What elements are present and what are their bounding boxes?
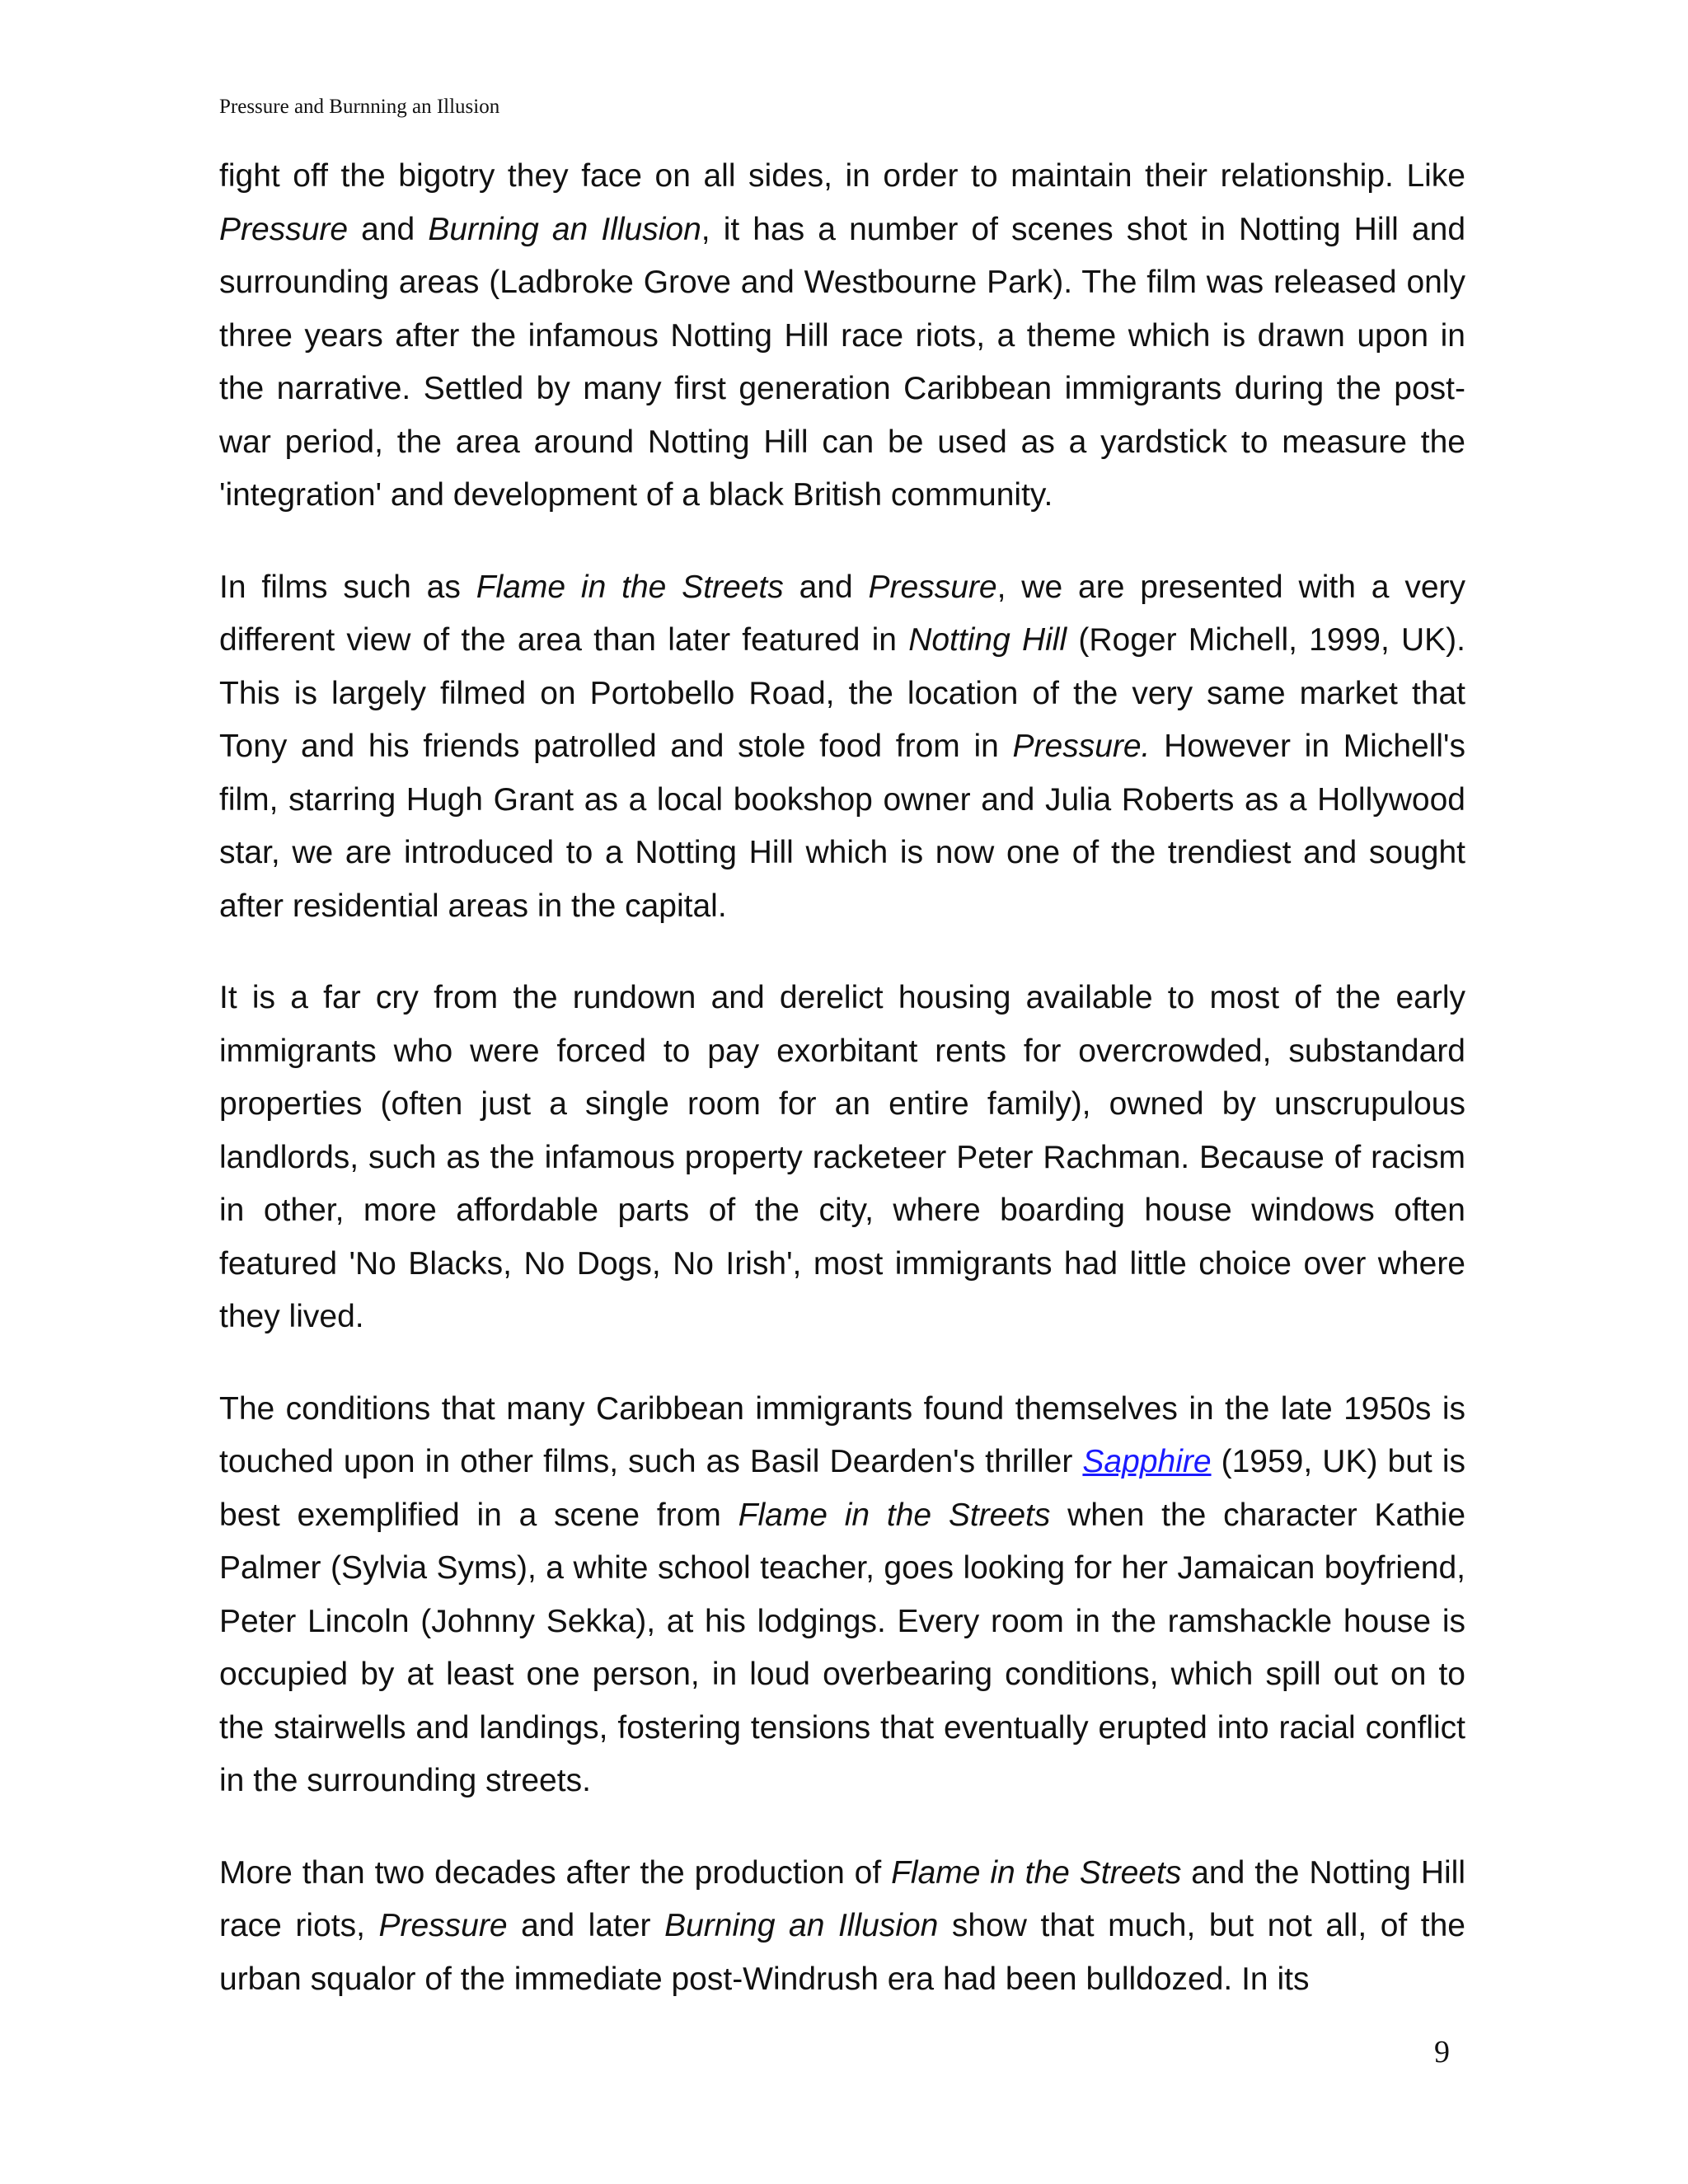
text-run: However in Michell's film, starring Hugh Grant as a local bookshop owner and Julia Roberts as a Hollywood star, we are introduced to a Notting Hill which is now one of the trendiest and sought after residential areas in the capital. [219, 729, 1465, 924]
film-title: Pressure. [1012, 729, 1151, 764]
text-run: , it has a number of scenes shot in Notting Hill and surrounding areas (Ladbroke Grove and Westbourne Park). The film was released only three years after the infamous Notting Hill race riots, a theme which is drawn upon in the narrative. Settled by many first generation Caribbean immigrants during the post-war period, the area around Notting Hill can be used as a yardstick to measure the 'integration' and development of a black British community. [219, 211, 1466, 513]
film-title: Notting Hill [908, 622, 1067, 658]
page-number: 9 [1434, 2035, 1450, 2069]
paragraph-1 [219, 150, 1465, 523]
text-run: and [783, 569, 869, 605]
body-text [219, 150, 1465, 2045]
film-title: Pressure [219, 211, 349, 247]
text-run: In films such as [219, 569, 476, 605]
text-run: and later [507, 1908, 665, 1943]
film-title: Burning an Illusion [428, 211, 701, 247]
text-run: when the character Kathie Palmer (Sylvia Syms), a white school teacher, goes looking for her Jamaican boyfriend, Peter Lincoln (Johnny Sekka), at his lodgings. Every room in the ramshackle house is occupied by at least one person, in loud overbearing conditions, which spill out on to the stairwells and landings, fostering tensions that eventually erupted into racial conflict in the surrounding streets. [219, 1497, 1466, 1798]
paragraph-5 [219, 1847, 1465, 2007]
text-run: , we are presented with a very different view of the area than later featured in [219, 569, 1466, 658]
text-run: More than two decades after the production of [219, 1854, 892, 1891]
text-run: The conditions that many Caribbean immigrants found themselves in the late 1950s is touched upon in other films, such as Basil Dearden's thriller [219, 1390, 1465, 1479]
paragraph-2 [219, 561, 1465, 934]
paragraph-3 [219, 972, 1465, 1344]
paragraph-4 [219, 1383, 1465, 1808]
film-title: Flame in the Streets [476, 569, 784, 605]
text-run: (Roger Michell, 1999, UK). This is largely filmed on Portobello Road, the location of the very same market that Tony and his friends patrolled and stole food from in [219, 622, 1465, 764]
film-title: Flame in the Streets [891, 1854, 1182, 1891]
text-run: fight off the bigotry they face on all sides, in order to maintain their relationship. Like [219, 158, 1465, 194]
film-title: Flame in the Streets [738, 1497, 1051, 1533]
text-run: It is a far cry from the rundown and derelict housing available to most of the early immigrants who were forced to pay exorbitant rents for overcrowded, substandard properties (often just a single room for an entire family), owned by unscrupulous landlords, such as the infamous property racketeer Peter Rachman. Because of racism in other, more affordable parts of the city, where boarding house windows often featured 'No Blacks, No Dogs, No Irish', most immigrants had little choice over where they lived. [219, 980, 1465, 1334]
sapphire-link[interactable]: Sapphire [1082, 1444, 1212, 1479]
text-run: (1959, UK) but is best exemplified in a scene from [219, 1444, 1465, 1533]
text-run: and the Notting Hill race riots, [219, 1854, 1465, 1943]
text-run: show that much, but not all, of the urban squalor of the immediate post-Windrush era had been bulldozed. In its [219, 1908, 1465, 1997]
film-title: Burning an Illusion [664, 1908, 939, 1943]
text-run: and [348, 211, 429, 247]
running-header: Pressure and Burnning an Illusion [219, 96, 500, 118]
film-title: Pressure [868, 569, 997, 605]
film-title: Pressure [378, 1908, 508, 1943]
